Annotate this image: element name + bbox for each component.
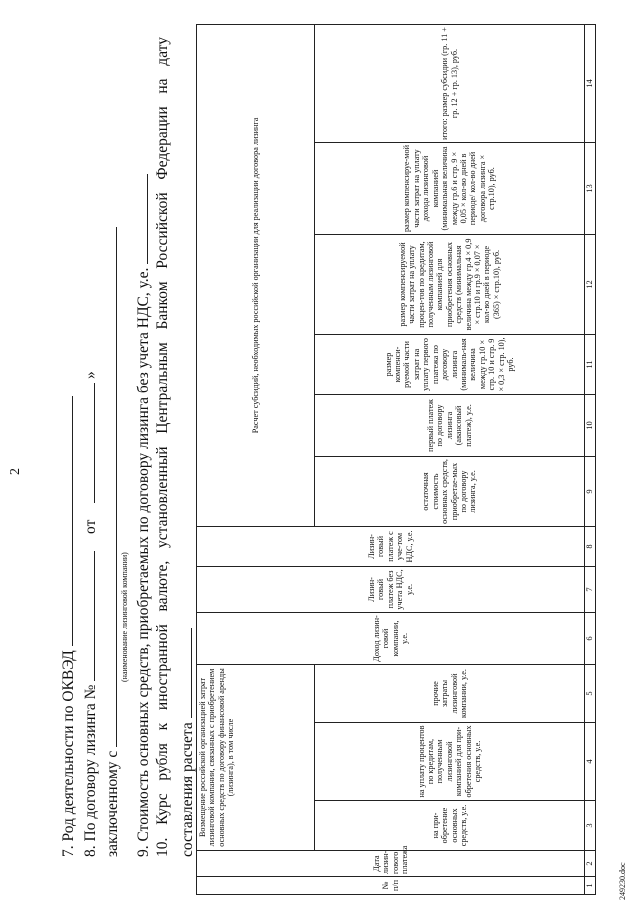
col-header-6: Доход лизин-говой компании, у.е. [197,612,585,664]
leasing-company-blank[interactable] [102,227,117,747]
rate-blank[interactable] [177,628,192,718]
cost-blank[interactable] [133,174,148,264]
col-num: 1 [585,877,596,895]
subsidy-table [196,24,596,895]
footer-file-code: 249230.doc [618,862,627,900]
group-header-subsidy: Расчет субсидий, необходимых российской организации для реализации договора лизинга [197,24,315,526]
col-num: 5 [585,664,596,722]
col-header-11: размер компенси-руемой части затрат на уплату первого платежа по договору лизинга (минималь-ная величина между гр.10 × стр. 10 и стр. 9 × 0,3 × стр. 10), руб. [315,334,585,394]
col-num: 10 [585,394,596,456]
field-rate-line2: составления расчета [177,37,199,857]
field-rate-line1: 10. Курс рубля к иностранной валюте, установленный Центральным Банком Российской Федерации на дату [154,37,171,857]
contract-date-blank[interactable] [80,383,95,503]
col-header-9: остаточная стоимость основных средств, приобретае-мых по договору лизинга, у.е. [315,456,585,526]
col-header-7: Лизин-говый платеж без учета НДС, у.е. [197,566,585,612]
col-num: 2 [585,851,596,877]
col-num: 6 [585,612,596,664]
col-num: 12 [585,234,596,334]
contract-number-blank[interactable] [80,551,95,681]
col-num: 7 [585,566,596,612]
col-header-2: Дата лизин-гового платежа [197,851,585,877]
field-contract: 8. По договору лизинга № от » [82,371,99,857]
col-header-8: Лизин-говый платеж с уче-том НДС, у.е. [197,526,585,566]
okved-blank[interactable] [58,396,73,646]
field-okved: 7. Род деятельности по ОКВЭД [58,37,80,857]
col-header-5: прочие затраты лизинговой компании, у.е. [315,664,585,722]
col-num: 14 [585,24,596,142]
col-header-10: первый платеж по договору лизинга (авансовый платеж), у.е. [315,394,585,456]
col-num: 8 [585,526,596,566]
col-header-13: размер компенсируе-мой части затрат на уплату дохода лизинговой компанией (минимальная величина между гр.6 и стр. 9 × 0,05 × кол-во дней в периоде/ кол-во дней договора лизинга × стр.10), руб. [315,142,585,234]
field-cost: 9. Стоимость основных средств, приобретаемых по договору лизинга без учета НДС, у.е. [133,37,155,857]
company-caption: (наименование лизинговой компании) [120,552,129,682]
col-header-3: на при-обретение основных средств, у.е. [315,801,585,851]
col-num: 13 [585,142,596,234]
group-header-reimbursement: Возмещение российской организацией затрат лизинговой компании, связанных с приобретением основных средств по договору финансовой аренды (лизинга), в том числе [197,664,315,850]
col-header-4: на уплату процентов по кредитам, полученным лизинговой компанией для при-обретения основных средств, у.е. [315,723,585,801]
col-num: 9 [585,456,596,526]
col-header-12: размер компенсируемой части затрат на уплату процен-тов по кредитам, полученным лизинговой компанией для приобретения основных средств (минимальная величина между гр.4 × 0,9 × стр.10 и гр.9 × 0,07 × кол-во дней в периоде (365) × стр.10), руб. [315,234,585,334]
header-fields [58,37,199,857]
col-header-1: № п/п [197,877,585,895]
col-header-14: итого: размер субсидии (гр. 11 + гр. 12 + гр. 13), руб. [315,24,585,142]
field-concluded: заключенному с [102,37,124,857]
col-num: 3 [585,801,596,851]
col-num: 11 [585,334,596,394]
column-number-row [585,24,596,894]
col-num: 4 [585,723,596,801]
page-number: 2 [8,468,23,475]
